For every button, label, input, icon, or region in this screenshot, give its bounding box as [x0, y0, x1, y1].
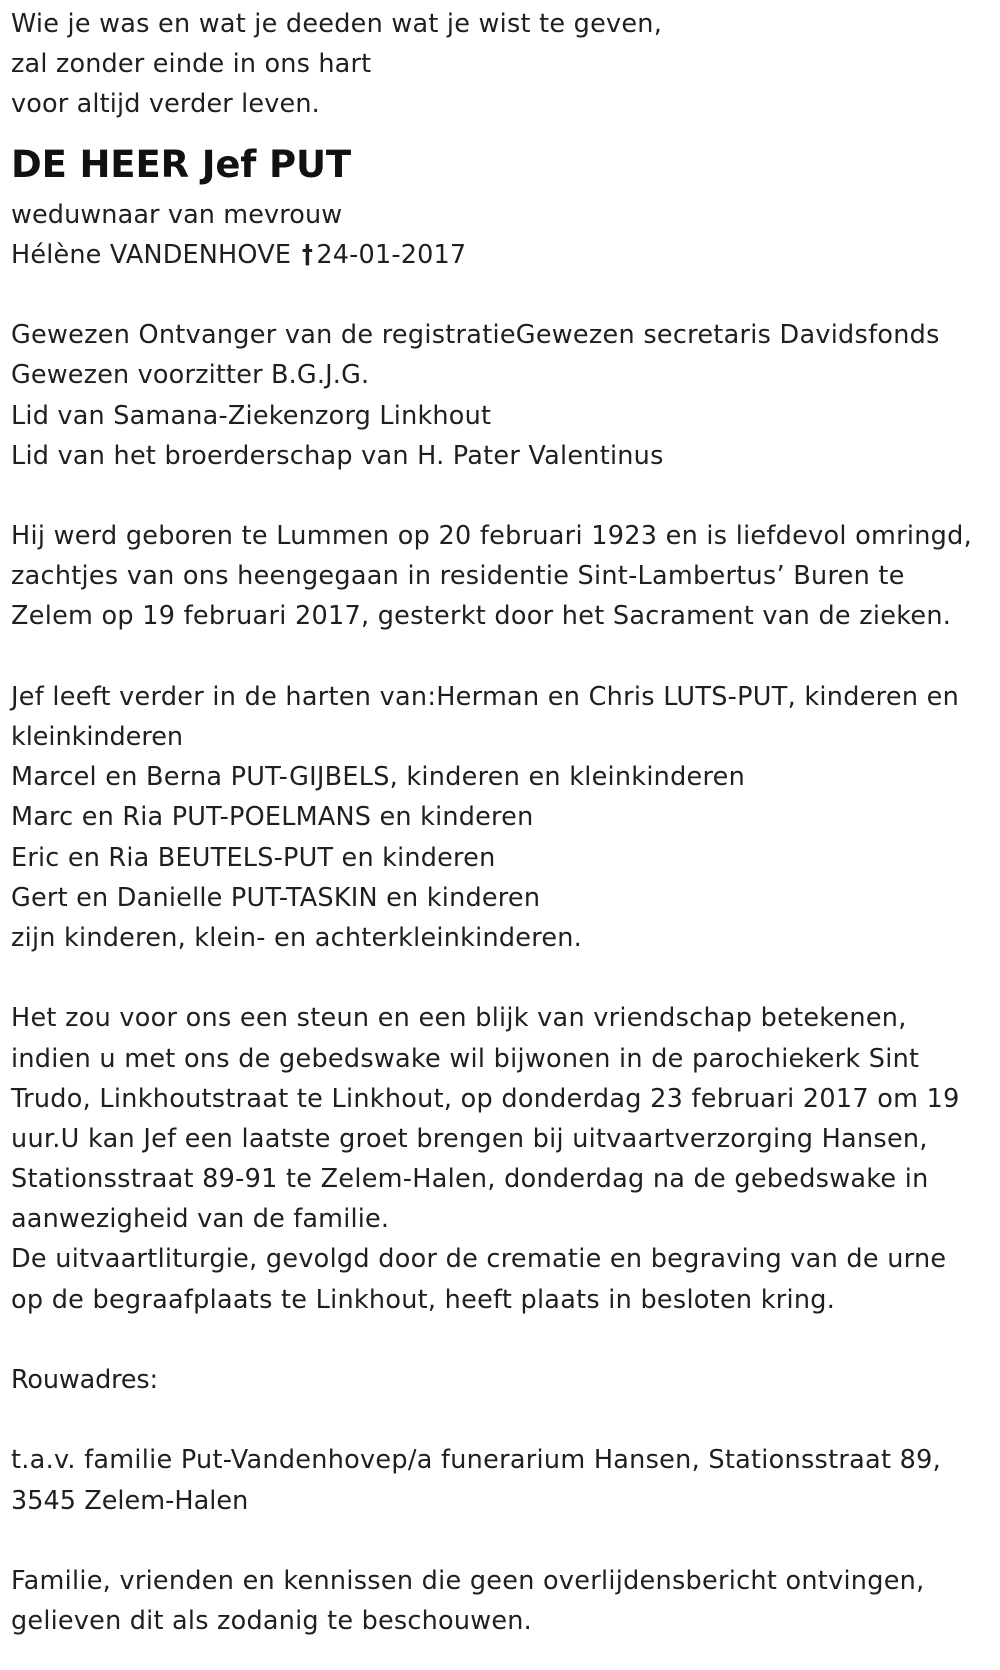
ceremony-section — [11, 998, 991, 1320]
closing-section — [11, 1561, 991, 1641]
address-label: Rouwadres: — [11, 1365, 158, 1395]
spacer — [11, 476, 991, 516]
poem — [11, 4, 991, 125]
family-line: zijn kinderen, klein- en achterkleinkinderen. — [11, 922, 583, 953]
birth-death-line: Hij werd geboren te Lummen op 20 februari 1923 en is liefdevol omringd, — [11, 521, 972, 552]
birth-death-section — [11, 516, 991, 637]
deceased-name: DE HEER Jef PUT — [11, 142, 351, 186]
cross-icon: † — [302, 239, 314, 270]
family-line: Jef leeft verder in de harten van:Herman en Chris LUTS-PUT, kinderen en — [11, 681, 960, 712]
ceremony-line: aanwezigheid van de familie. — [11, 1204, 390, 1235]
birth-death-line: zachtjes van ons heengegaan in residentie Sint-Lambertus’ Buren te — [11, 561, 905, 592]
ceremony-line: Stationsstraat 89-91 te Zelem-Halen, donderdag na de gebedswake in — [11, 1164, 929, 1195]
poem-line: voor altijd verder leven. — [11, 89, 320, 120]
family-line: Eric en Ria BEUTELS-PUT en kinderen — [11, 842, 496, 873]
spacer — [11, 1521, 991, 1561]
spouse-line — [11, 235, 991, 275]
ceremony-line: indien u met ons de gebedswake wil bijwonen in de parochiekerk Sint — [11, 1043, 920, 1074]
obituary-notice — [11, 4, 991, 1641]
deceased-details — [11, 195, 991, 275]
closing-line: Familie, vrienden en kennissen die geen overlijdensbericht ontvingen, — [11, 1565, 925, 1596]
family-line: Marcel en Berna PUT-GIJBELS, kinderen en kleinkinderen — [11, 762, 746, 793]
ceremony-line: Het zou voor ons een steun en een blijk van vriendschap betekenen, — [11, 1003, 907, 1034]
role-line: Gewezen voorzitter B.G.J.G. — [11, 360, 370, 391]
spacer — [11, 1400, 991, 1440]
spouse-death-date: 24-01-2017 — [316, 239, 467, 270]
address-section — [11, 1440, 991, 1520]
relation-text: weduwnaar van mevrouw — [11, 199, 343, 230]
role-line: Gewezen Ontvanger van de registratieGewezen secretaris Davidsfonds — [11, 320, 940, 351]
family-line: Marc en Ria PUT-POELMANS en kinderen — [11, 802, 534, 833]
ceremony-line: Trudo, Linkhoutstraat te Linkhout, op donderdag 23 februari 2017 om 19 — [11, 1083, 960, 1114]
family-line: kleinkinderen — [11, 722, 183, 752]
poem-line: Wie je was en wat je deeden wat je wist te geven, — [11, 9, 663, 39]
ceremony-line: op de begraafplaats te Linkhout, heeft plaats in besloten kring. — [11, 1284, 836, 1315]
family-section — [11, 677, 991, 958]
spacer — [11, 1320, 991, 1360]
birth-death-line: Zelem op 19 februari 2017, gesterkt door het Sacrament van de zieken. — [11, 601, 952, 632]
address-line: t.a.v. familie Put-Vandenhovep/a funerarium Hansen, Stationsstraat 89, — [11, 1445, 941, 1476]
ceremony-line: uur.U kan Jef een laatste groet brengen bij uitvaartverzorging Hansen, — [11, 1123, 928, 1154]
poem-line: zal zonder einde in ons hart — [11, 49, 372, 80]
roles-section — [11, 315, 991, 476]
spacer — [11, 275, 991, 315]
address-line: 3545 Zelem-Halen — [11, 1485, 249, 1516]
family-line: Gert en Danielle PUT-TASKIN en kinderen — [11, 882, 541, 913]
role-line: Lid van Samana-Ziekenzorg Linkhout — [11, 400, 492, 431]
role-line: Lid van het broerderschap van H. Pater Valentinus — [11, 440, 664, 471]
spouse-name: Hélène VANDENHOVE — [11, 239, 292, 270]
closing-line: gelieven dit als zodanig te beschouwen. — [11, 1606, 532, 1637]
spacer — [11, 958, 991, 998]
spacer — [11, 637, 991, 677]
ceremony-line: De uitvaartliturgie, gevolgd door de crematie en begraving van de urne — [11, 1244, 947, 1275]
